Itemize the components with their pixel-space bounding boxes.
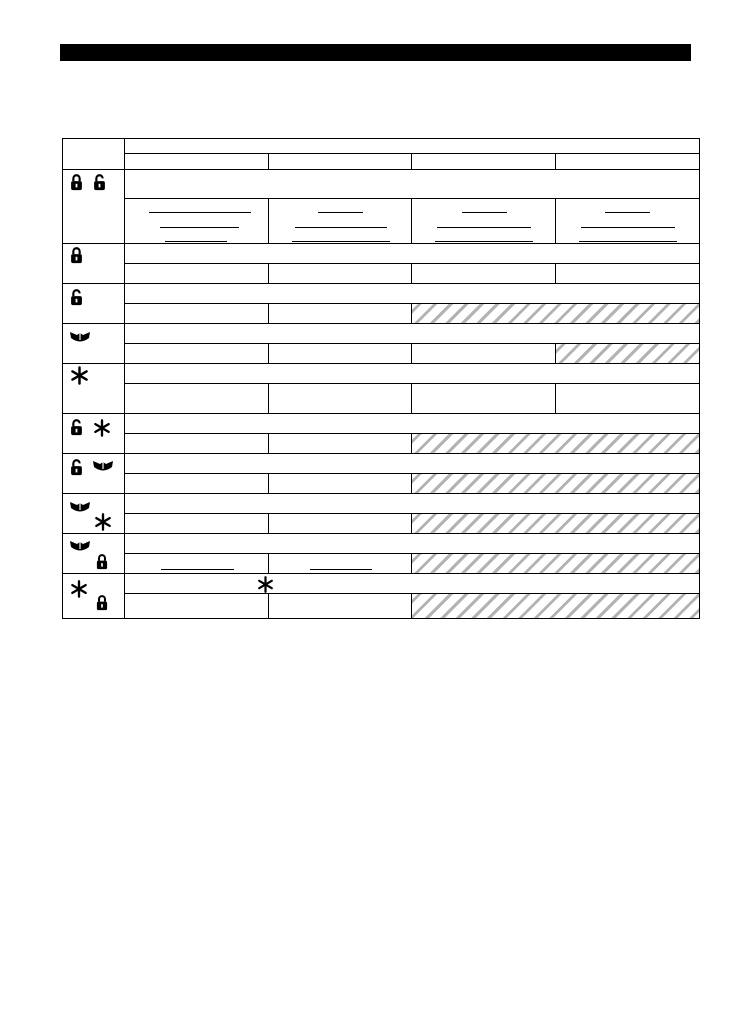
cell-divider bbox=[411, 473, 412, 493]
cell-divider bbox=[411, 433, 412, 453]
cell-underline bbox=[318, 212, 363, 213]
cell-divider bbox=[268, 593, 269, 618]
cell-underline bbox=[437, 227, 531, 228]
header-col-divider bbox=[411, 153, 412, 169]
cell-divider bbox=[411, 343, 412, 363]
cell-divider bbox=[411, 198, 412, 243]
cell-underline bbox=[161, 569, 234, 570]
header-col-divider bbox=[268, 153, 269, 169]
row-bottom bbox=[63, 493, 699, 494]
row-bottom bbox=[63, 363, 699, 364]
cell-divider bbox=[268, 383, 269, 413]
cell-divider bbox=[268, 198, 269, 243]
trunk-icon bbox=[92, 459, 114, 473]
hatched-cell bbox=[556, 344, 699, 363]
lock-closed-icon bbox=[96, 594, 108, 611]
cell-divider bbox=[268, 343, 269, 363]
row-bottom bbox=[63, 323, 699, 324]
trunk-icon bbox=[69, 330, 91, 344]
lock-open-icon bbox=[70, 458, 83, 476]
cell-divider bbox=[411, 383, 412, 413]
asterisk-icon bbox=[70, 366, 89, 385]
cell-underline bbox=[579, 241, 677, 242]
lock-open-icon bbox=[93, 173, 106, 191]
cell-underline bbox=[295, 227, 387, 228]
hatched-cell bbox=[412, 474, 699, 493]
hatched-cell bbox=[412, 554, 699, 573]
cell-divider bbox=[268, 553, 269, 573]
row-bottom bbox=[63, 243, 699, 244]
cell-divider bbox=[268, 303, 269, 323]
cell-divider bbox=[268, 433, 269, 453]
cell-underline bbox=[165, 241, 227, 242]
asterisk-icon bbox=[93, 419, 111, 437]
asterisk-icon bbox=[70, 580, 88, 598]
icon-column-divider bbox=[124, 139, 125, 618]
row-bottom bbox=[63, 283, 699, 284]
trunk-icon bbox=[69, 500, 91, 514]
hatched-cell bbox=[412, 594, 699, 618]
asterisk-icon bbox=[257, 576, 274, 593]
cell-underline bbox=[435, 241, 533, 242]
lock-closed-icon bbox=[96, 553, 108, 570]
cell-divider bbox=[411, 263, 412, 283]
row-bottom bbox=[63, 573, 699, 574]
cell-divider bbox=[268, 473, 269, 493]
cell-underline bbox=[292, 241, 390, 242]
header-bar bbox=[60, 44, 691, 61]
lock-closed-icon bbox=[70, 246, 83, 264]
hatched-cell bbox=[412, 304, 699, 323]
cell-underline bbox=[581, 227, 675, 228]
function-table bbox=[62, 138, 700, 619]
row-bottom bbox=[63, 453, 699, 454]
header-bottom bbox=[63, 169, 699, 170]
hatched-cell bbox=[412, 434, 699, 453]
row-bottom bbox=[63, 413, 699, 414]
cell-divider bbox=[268, 263, 269, 283]
header-col-divider bbox=[555, 153, 556, 169]
asterisk-icon bbox=[94, 513, 112, 531]
cell-divider bbox=[555, 383, 556, 413]
cell-underline bbox=[160, 227, 239, 228]
cell-divider bbox=[555, 198, 556, 243]
cell-divider bbox=[411, 303, 412, 323]
cell-divider bbox=[411, 513, 412, 533]
cell-divider bbox=[411, 593, 412, 618]
cell-underline bbox=[462, 212, 507, 213]
lock-open-icon bbox=[70, 288, 83, 306]
cell-divider bbox=[555, 263, 556, 283]
row-bottom bbox=[63, 533, 699, 534]
cell-underline bbox=[310, 569, 372, 570]
hatched-cell bbox=[412, 514, 699, 533]
trunk-icon bbox=[69, 539, 91, 553]
cell-divider bbox=[268, 513, 269, 533]
lock-open-icon bbox=[70, 418, 83, 436]
cell-underline bbox=[605, 212, 650, 213]
cell-divider bbox=[411, 553, 412, 573]
lock-closed-icon bbox=[70, 173, 83, 191]
cell-divider bbox=[555, 343, 556, 363]
cell-underline bbox=[149, 212, 251, 213]
